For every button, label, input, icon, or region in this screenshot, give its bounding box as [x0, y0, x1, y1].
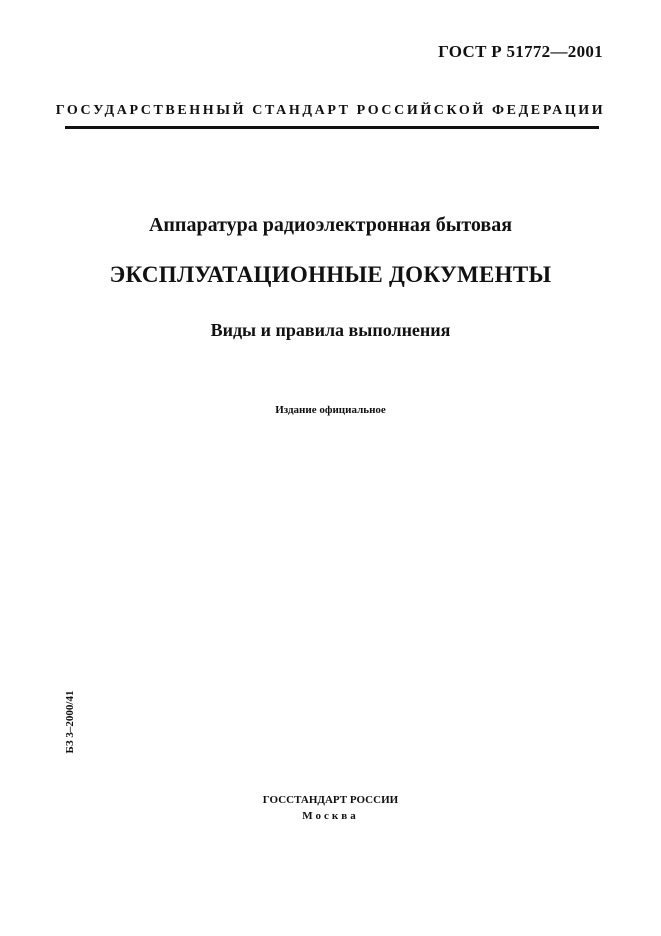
header-divider — [65, 126, 599, 129]
title-line-1: Аппаратура радиоэлектронная бытовая — [148, 214, 513, 236]
publisher: ГОССТАНДАРТ РОССИИ — [262, 794, 399, 806]
side-catalog-code: БЗ 3–2000/41 — [64, 690, 76, 754]
edition-label: Издание официальное — [275, 404, 386, 416]
title-line-2: ЭКСПЛУАТАЦИОННЫЕ ДОКУМЕНТЫ — [109, 262, 552, 287]
publication-city: Москва — [302, 810, 359, 822]
title-line-3: Виды и правила выполнения — [210, 320, 451, 340]
state-standard-header: ГОСУДАРСТВЕННЫЙ СТАНДАРТ РОССИЙСКОЙ ФЕДЕРАЦИИ — [55, 103, 606, 118]
document-number: ГОСТ Р 51772—2001 — [438, 42, 603, 61]
